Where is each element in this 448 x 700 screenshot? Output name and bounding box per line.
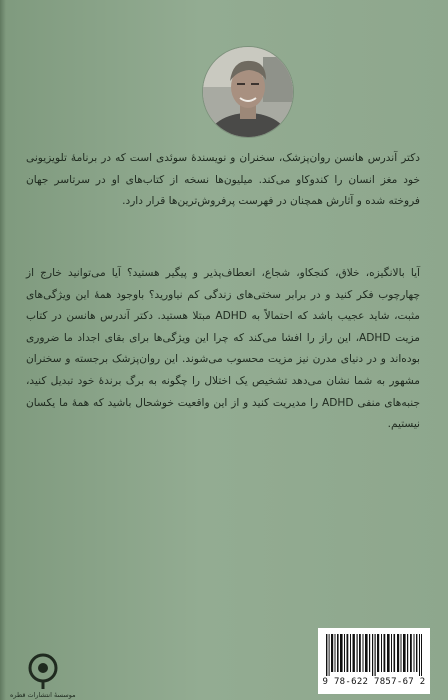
spine-shadow [0,0,6,700]
book-description: آیا بالانگیزه، خلاق، کنجکاو، شجاع، انعطاف‌پذیر و پیگیر هستید؟ آیا می‌توانید خارج از چهارچوب فکر کنید و در برابر سختی‌های زندگی کم نیاورید؟ باوجود همهٔ این ویژگی‌های مثبت، شاید عجیب باشد که احتمالاً به ADHD مبتلا هستید. دکتر آندرس هانسن در کتاب مزیت ADHD، این راز را افشا می‌کند که چرا این ویژگی‌ها برای بقای اجداد ما ضروری بوده‌اند و در دنیای مدرن نیز مزیت محسوب می‌شوند. این روان‌پزشک برجسته و سخنران مشهور به شما نشان می‌دهد تشخیص یک اختلال را چگونه به برگ برندهٔ خود تبدیل کنید، جنبه‌های منفی ADHD را مدیریت کنید و از این واقعیت خوشحال باشید که همهٔ ما یکسان نیستیم. [26,267,421,431]
isbn-barcode [318,628,430,694]
publisher-name: موسسهٔ انتشارات قطره [10,691,76,699]
barcode-bars [326,634,422,676]
publisher-logo-icon [25,650,61,694]
author-bio: دکتر آندرس هانسن روان‌پزشک، سخنران و نویسندهٔ سوئدی است که در برنامهٔ تلویزیونی خود مغز انسان را کندوکاو می‌کند. میلیون‌ها نسخه از کتاب‌های او در سرتاسر جهان فروخته شده و آثارش همچنان در فهرست پرفروش‌ترین‌ها قرار دارد. [26,152,420,208]
author-photo [203,47,293,137]
isbn-number: 9 78-622 7857-67 2 [322,677,426,687]
